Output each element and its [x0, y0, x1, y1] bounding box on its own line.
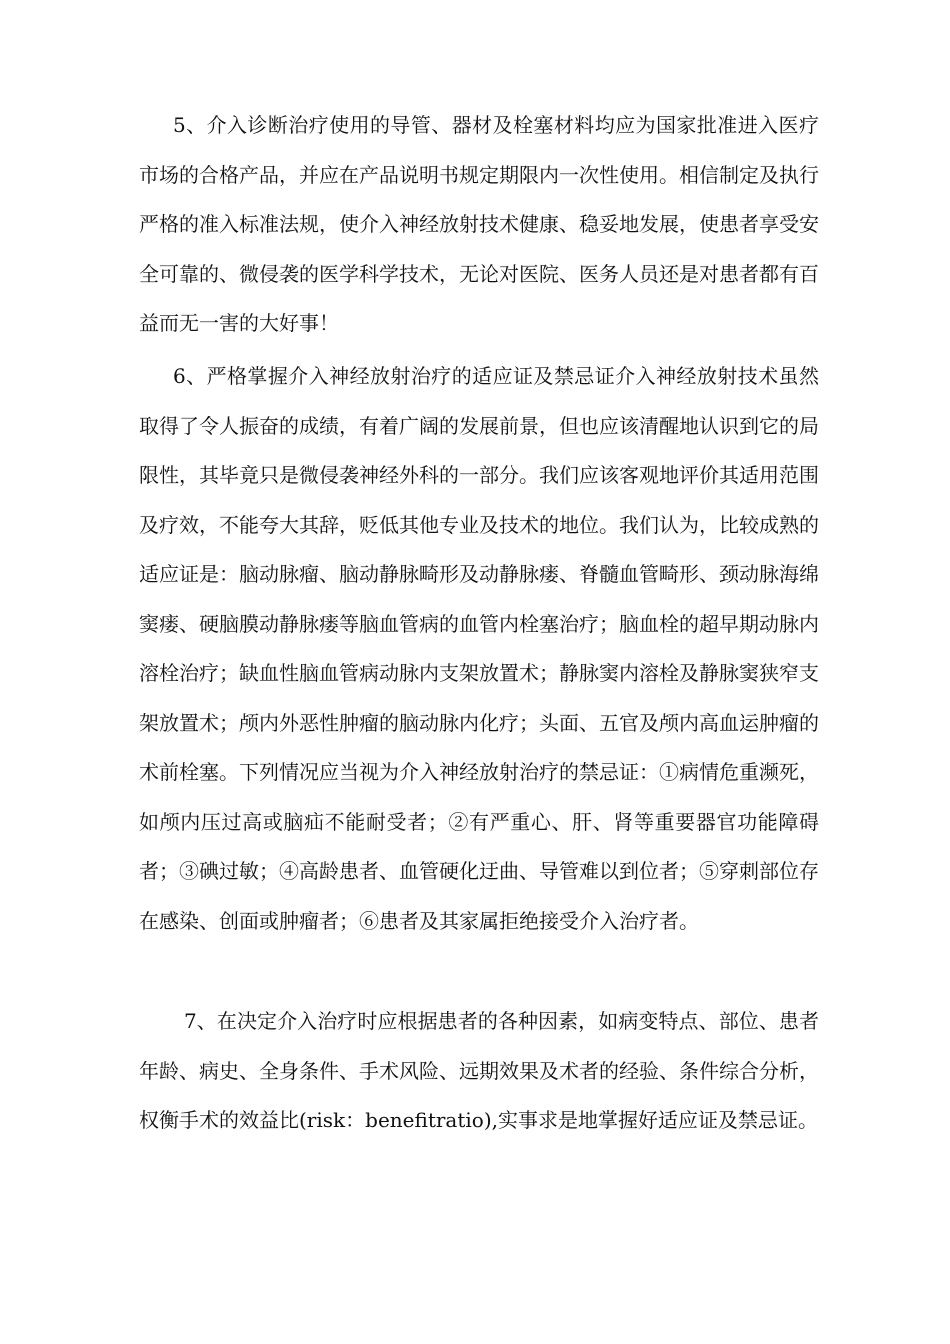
paragraph-item-5: 5、介入诊断治疗使用的导管、器材及栓塞材料均应为国家批准进入医疗市场的合格产品，并应在产品说明书规定期限内一次性使用。相信制定及执行严格的准入标准法规，使介入神经放射技术健康、稳妥地发展，使患者享受安全可靠的、微侵袭的医学科学技术，无论对医院、医务人员还是对患者都有百益而无一害的大好事！ — [139, 113, 819, 335]
paragraph-item-6: 6、严格掌握介入神经放射治疗的适应证及禁忌证介入神经放射技术虽然取得了令人振奋的成绩，有着广阔的发展前景，但也应该清醒地认识到它的局限性，其毕竟只是微侵袭神经外科的一部分。我们应该客观地评价其适用范围及疗效，不能夸大其辞，贬低其他专业及技术的地位。我们认为，比较成熟的适应证是：脑动脉瘤、脑动静脉畸形及动静脉瘘、脊髓血管畸形、颈动脉海绵窦瘘、硬脑膜动静脉瘘等脑血管病的血管内栓塞治疗；脑血栓的超早期动脉内溶栓治疗；缺血性脑血管病动脉内支架放置术；静脉窦内溶栓及静脉窦狭窄支架放置术；颅内外恶性肿瘤的脑动脉内化疗；头面、五官及颅内高血运肿瘤的术前栓塞。下列情况应当视为介入神经放射治疗的禁忌证：①病情危重濒死，如颅内压过高或脑疝不能耐受者；②有严重心、肝、肾等重要器官功能障碍者；③碘过敏；④高龄患者、血管硬化迂曲、导管难以到位者；⑤穿刺部位存在感染、创面或肿瘤者；⑥患者及其家属拒绝接受介入治疗者。 — [139, 364, 819, 933]
paragraph-item-7: 7、在决定介入治疗时应根据患者的各种因素，如病变特点、部位、患者年龄、病史、全身条件、手术风险、远期效果及术者的经验、条件综合分析，权衡手术的效益比(risk：benefitratio),实事求是地掌握好适应证及禁忌证。 — [139, 1009, 819, 1132]
